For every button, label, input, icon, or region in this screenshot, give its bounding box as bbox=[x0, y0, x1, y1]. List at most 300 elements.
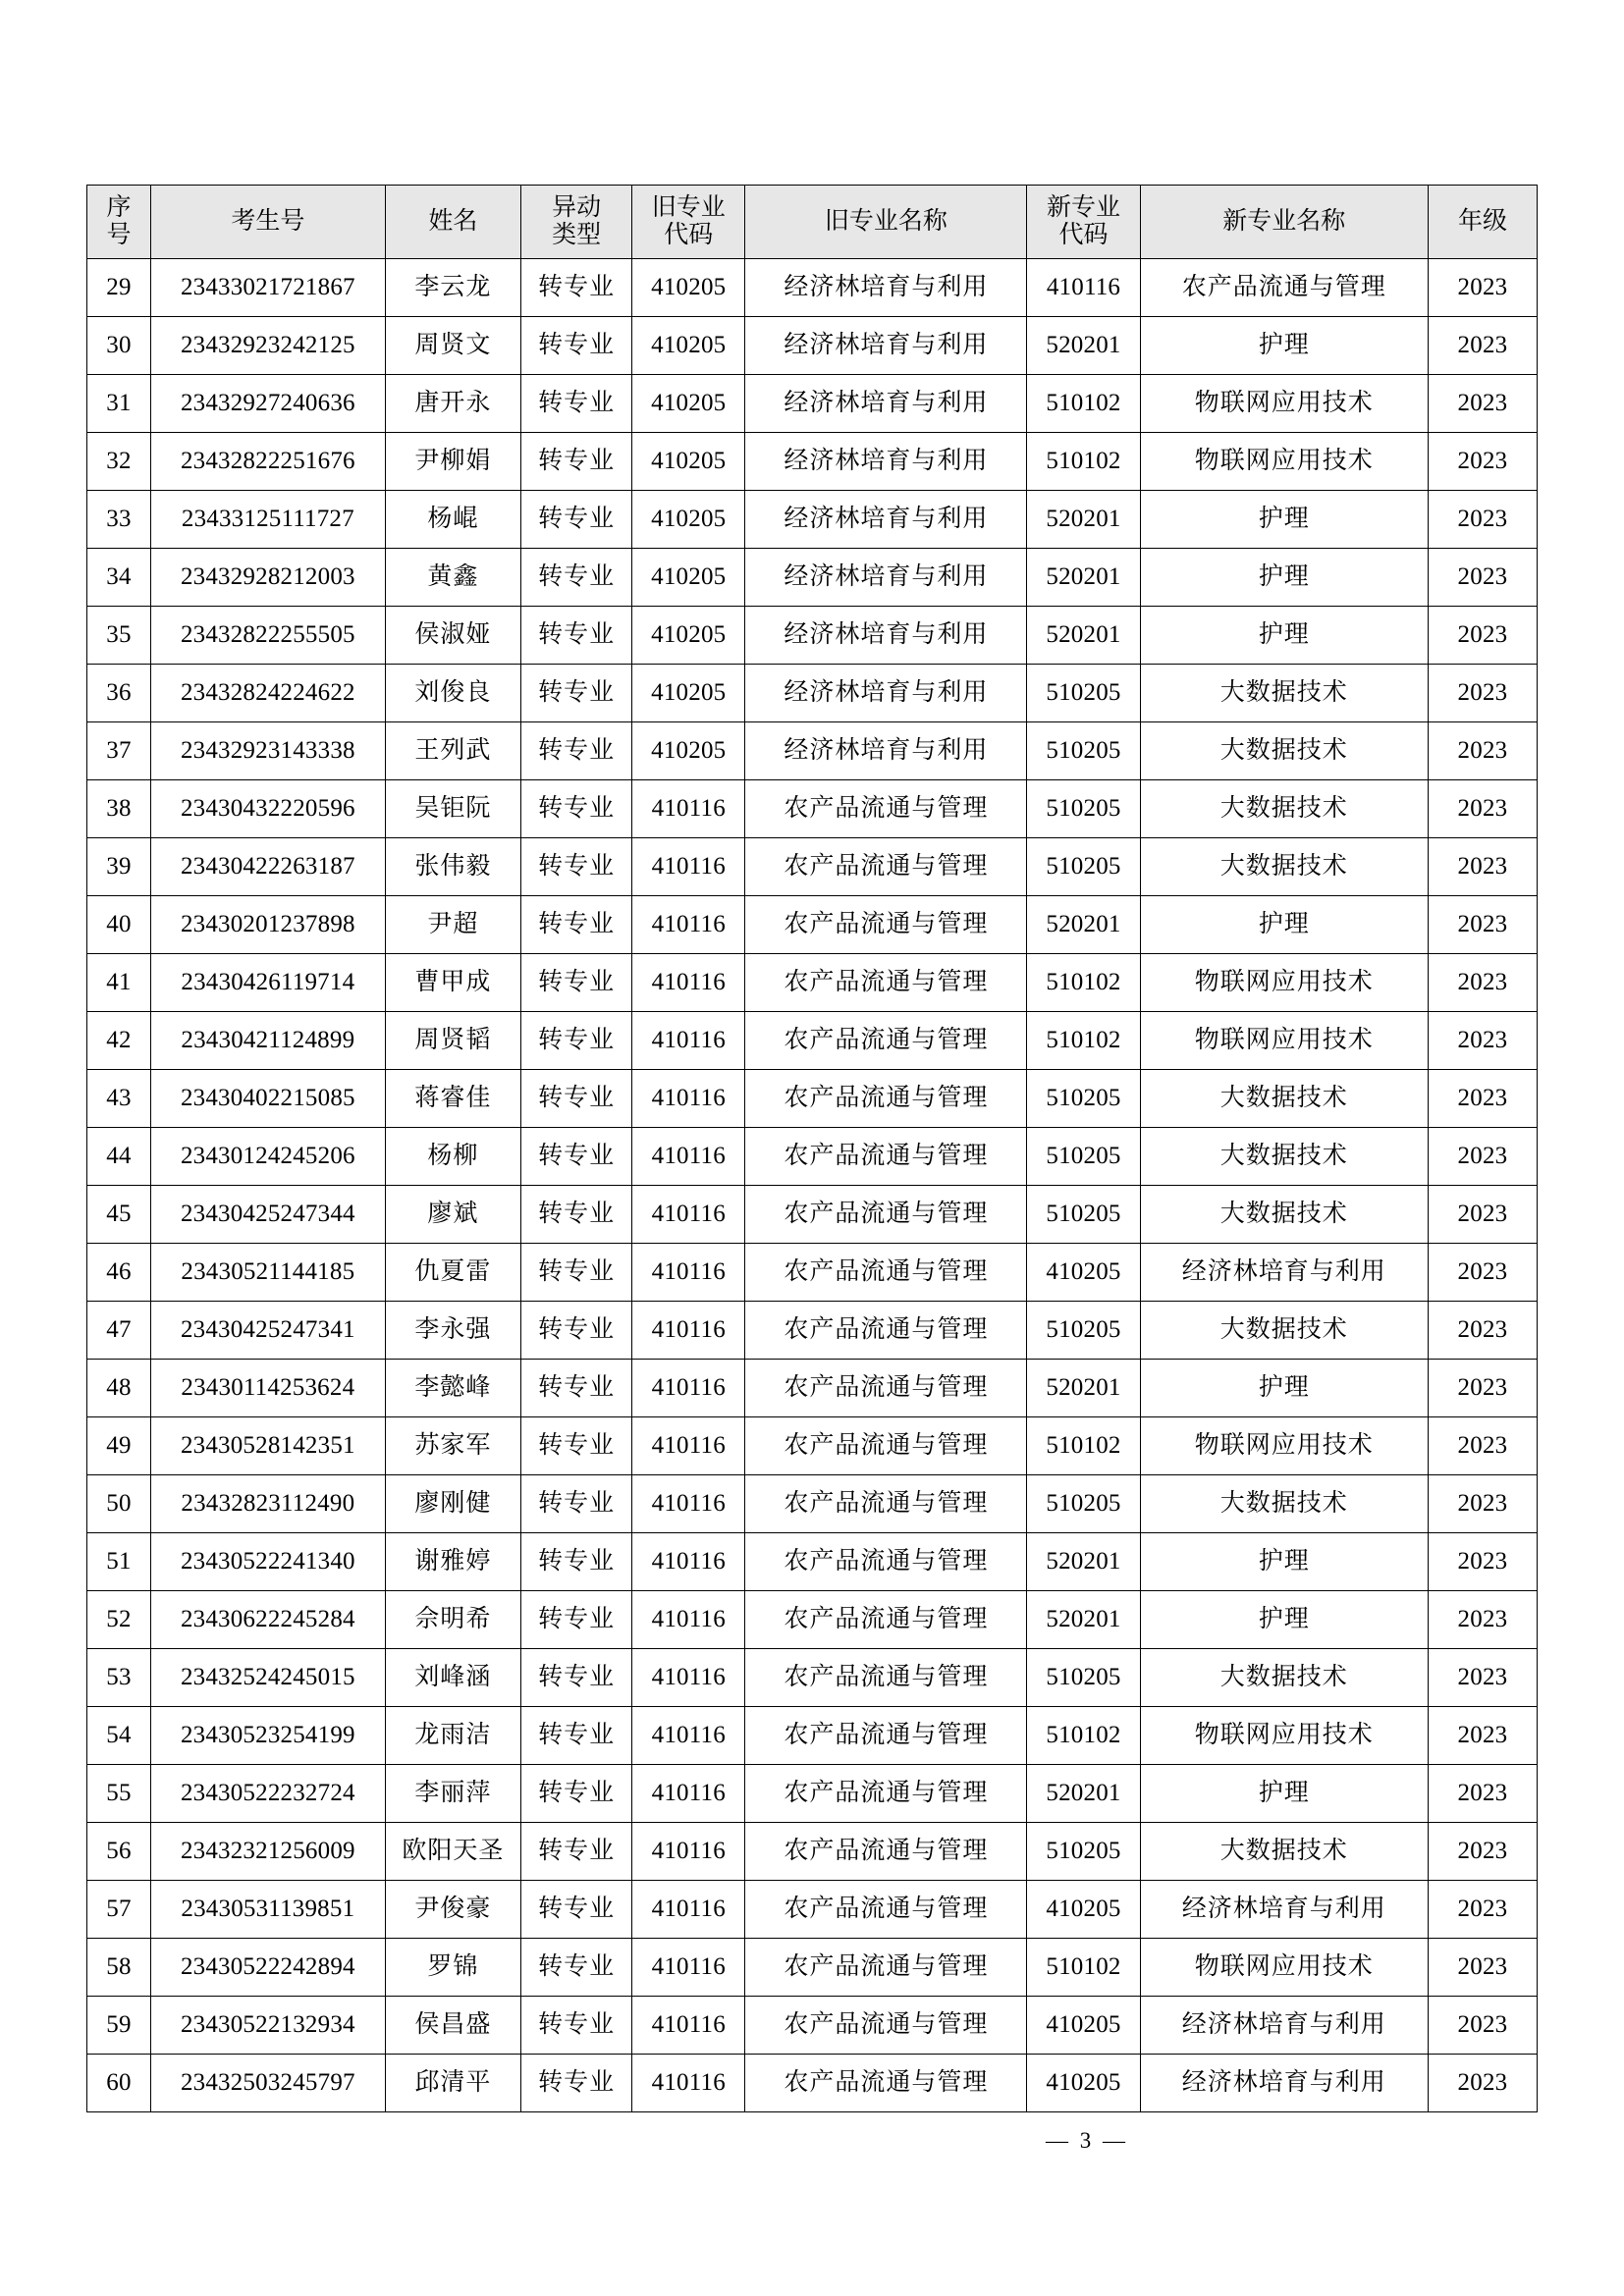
cell-index: 34 bbox=[87, 549, 151, 607]
cell-new_code: 410205 bbox=[1027, 1244, 1140, 1302]
cell-new_major: 物联网应用技术 bbox=[1140, 1012, 1428, 1070]
cell-name: 廖刚健 bbox=[385, 1475, 520, 1533]
cell-name: 侯淑娅 bbox=[385, 607, 520, 665]
cell-exam_no: 23432321256009 bbox=[150, 1823, 385, 1881]
cell-old_major: 农产品流通与管理 bbox=[745, 1939, 1027, 1997]
cell-exam_no: 23432503245797 bbox=[150, 2055, 385, 2112]
cell-change_type: 转专业 bbox=[521, 259, 632, 317]
cell-change_type: 转专业 bbox=[521, 838, 632, 896]
cell-change_type: 转专业 bbox=[521, 317, 632, 375]
cell-index: 58 bbox=[87, 1939, 151, 1997]
cell-old_code: 410116 bbox=[632, 1186, 745, 1244]
cell-grade: 2023 bbox=[1428, 1881, 1537, 1939]
cell-name: 周贤文 bbox=[385, 317, 520, 375]
cell-index: 43 bbox=[87, 1070, 151, 1128]
table-row bbox=[87, 1186, 1538, 1244]
cell-old_major: 农产品流通与管理 bbox=[745, 2055, 1027, 2112]
cell-old_major: 农产品流通与管理 bbox=[745, 1997, 1027, 2055]
cell-index: 38 bbox=[87, 780, 151, 838]
cell-new_major: 大数据技术 bbox=[1140, 722, 1428, 780]
cell-index: 40 bbox=[87, 896, 151, 954]
table-row bbox=[87, 1765, 1538, 1823]
cell-old_major: 农产品流通与管理 bbox=[745, 1649, 1027, 1707]
cell-index: 54 bbox=[87, 1707, 151, 1765]
cell-old_major: 农产品流通与管理 bbox=[745, 1533, 1027, 1591]
cell-name: 龙雨洁 bbox=[385, 1707, 520, 1765]
table-row bbox=[87, 1070, 1538, 1128]
cell-old_major: 农产品流通与管理 bbox=[745, 780, 1027, 838]
table-row bbox=[87, 1939, 1538, 1997]
cell-grade: 2023 bbox=[1428, 375, 1537, 433]
cell-new_code: 510205 bbox=[1027, 665, 1140, 722]
cell-grade: 2023 bbox=[1428, 1360, 1537, 1417]
cell-new_major: 农产品流通与管理 bbox=[1140, 259, 1428, 317]
cell-grade: 2023 bbox=[1428, 1302, 1537, 1360]
cell-old_code: 410116 bbox=[632, 1649, 745, 1707]
cell-index: 32 bbox=[87, 433, 151, 491]
cell-index: 52 bbox=[87, 1591, 151, 1649]
cell-change_type: 转专业 bbox=[521, 1012, 632, 1070]
cell-exam_no: 23430622245284 bbox=[150, 1591, 385, 1649]
cell-name: 尹俊豪 bbox=[385, 1881, 520, 1939]
cell-index: 55 bbox=[87, 1765, 151, 1823]
cell-name: 苏家军 bbox=[385, 1417, 520, 1475]
cell-index: 42 bbox=[87, 1012, 151, 1070]
cell-exam_no: 23430114253624 bbox=[150, 1360, 385, 1417]
cell-change_type: 转专业 bbox=[521, 491, 632, 549]
cell-old_code: 410116 bbox=[632, 1244, 745, 1302]
cell-grade: 2023 bbox=[1428, 433, 1537, 491]
cell-change_type: 转专业 bbox=[521, 1997, 632, 2055]
cell-new_major: 护理 bbox=[1140, 896, 1428, 954]
cell-name: 罗锦 bbox=[385, 1939, 520, 1997]
cell-grade: 2023 bbox=[1428, 1070, 1537, 1128]
cell-change_type: 转专业 bbox=[521, 1823, 632, 1881]
cell-name: 尹超 bbox=[385, 896, 520, 954]
cell-change_type: 转专业 bbox=[521, 1707, 632, 1765]
header-label-line1: 异动 bbox=[552, 194, 602, 221]
cell-new_code: 520201 bbox=[1027, 1360, 1140, 1417]
cell-change_type: 转专业 bbox=[521, 1533, 632, 1591]
cell-new_code: 510205 bbox=[1027, 780, 1140, 838]
cell-new_major: 物联网应用技术 bbox=[1140, 375, 1428, 433]
cell-new_code: 510102 bbox=[1027, 1417, 1140, 1475]
cell-grade: 2023 bbox=[1428, 1765, 1537, 1823]
cell-old_major: 农产品流通与管理 bbox=[745, 1186, 1027, 1244]
cell-new_code: 520201 bbox=[1027, 1591, 1140, 1649]
cell-change_type: 转专业 bbox=[521, 375, 632, 433]
cell-new_code: 510102 bbox=[1027, 1707, 1140, 1765]
cell-new_code: 510102 bbox=[1027, 375, 1140, 433]
cell-name: 吴钜阮 bbox=[385, 780, 520, 838]
cell-old_major: 农产品流通与管理 bbox=[745, 1881, 1027, 1939]
cell-exam_no: 23432928212003 bbox=[150, 549, 385, 607]
cell-index: 53 bbox=[87, 1649, 151, 1707]
cell-new_major: 护理 bbox=[1140, 549, 1428, 607]
cell-old_major: 农产品流通与管理 bbox=[745, 1417, 1027, 1475]
cell-exam_no: 23430201237898 bbox=[150, 896, 385, 954]
cell-new_code: 510205 bbox=[1027, 1070, 1140, 1128]
table-row bbox=[87, 607, 1538, 665]
cell-new_major: 护理 bbox=[1140, 1765, 1428, 1823]
cell-new_code: 520201 bbox=[1027, 317, 1140, 375]
cell-index: 31 bbox=[87, 375, 151, 433]
cell-index: 39 bbox=[87, 838, 151, 896]
cell-old_major: 经济林培育与利用 bbox=[745, 317, 1027, 375]
cell-grade: 2023 bbox=[1428, 1128, 1537, 1186]
cell-new_code: 510205 bbox=[1027, 722, 1140, 780]
cell-grade: 2023 bbox=[1428, 1417, 1537, 1475]
cell-name: 廖斌 bbox=[385, 1186, 520, 1244]
cell-grade: 2023 bbox=[1428, 896, 1537, 954]
cell-grade: 2023 bbox=[1428, 1823, 1537, 1881]
cell-new_code: 410205 bbox=[1027, 1881, 1140, 1939]
cell-new_code: 520201 bbox=[1027, 549, 1140, 607]
cell-old_code: 410116 bbox=[632, 1070, 745, 1128]
cell-name: 蒋睿佳 bbox=[385, 1070, 520, 1128]
cell-new_code: 510205 bbox=[1027, 1186, 1140, 1244]
table-row bbox=[87, 491, 1538, 549]
cell-old_major: 农产品流通与管理 bbox=[745, 1012, 1027, 1070]
cell-grade: 2023 bbox=[1428, 1939, 1537, 1997]
cell-name: 侯昌盛 bbox=[385, 1997, 520, 2055]
cell-exam_no: 23432923242125 bbox=[150, 317, 385, 375]
cell-grade: 2023 bbox=[1428, 1244, 1537, 1302]
cell-old_code: 410205 bbox=[632, 722, 745, 780]
cell-name: 欧阳天圣 bbox=[385, 1823, 520, 1881]
header-label-line1: 序 bbox=[106, 194, 132, 221]
cell-exam_no: 23430421124899 bbox=[150, 1012, 385, 1070]
cell-name: 李懿峰 bbox=[385, 1360, 520, 1417]
cell-new_major: 护理 bbox=[1140, 1591, 1428, 1649]
cell-exam_no: 23430522241340 bbox=[150, 1533, 385, 1591]
cell-change_type: 转专业 bbox=[521, 433, 632, 491]
cell-old_major: 农产品流通与管理 bbox=[745, 1823, 1027, 1881]
table-row bbox=[87, 1475, 1538, 1533]
table-row bbox=[87, 838, 1538, 896]
table-row bbox=[87, 1997, 1538, 2055]
cell-name: 唐开永 bbox=[385, 375, 520, 433]
cell-old_code: 410116 bbox=[632, 1012, 745, 1070]
cell-new_major: 大数据技术 bbox=[1140, 665, 1428, 722]
cell-index: 56 bbox=[87, 1823, 151, 1881]
cell-name: 尹柳娟 bbox=[385, 433, 520, 491]
cell-name: 李云龙 bbox=[385, 259, 520, 317]
cell-index: 60 bbox=[87, 2055, 151, 2112]
cell-new_major: 大数据技术 bbox=[1140, 1070, 1428, 1128]
cell-change_type: 转专业 bbox=[521, 1649, 632, 1707]
cell-exam_no: 23432927240636 bbox=[150, 375, 385, 433]
cell-change_type: 转专业 bbox=[521, 896, 632, 954]
cell-exam_no: 23430522132934 bbox=[150, 1997, 385, 2055]
cell-name: 刘峰涵 bbox=[385, 1649, 520, 1707]
cell-new_code: 510205 bbox=[1027, 1649, 1140, 1707]
cell-old_code: 410205 bbox=[632, 549, 745, 607]
cell-new_code: 520201 bbox=[1027, 491, 1140, 549]
cell-new_major: 大数据技术 bbox=[1140, 1649, 1428, 1707]
cell-old_major: 经济林培育与利用 bbox=[745, 665, 1027, 722]
cell-old_code: 410116 bbox=[632, 1939, 745, 1997]
cell-grade: 2023 bbox=[1428, 549, 1537, 607]
cell-old_code: 410116 bbox=[632, 954, 745, 1012]
cell-index: 29 bbox=[87, 259, 151, 317]
column-name-header: 姓名 bbox=[385, 186, 520, 259]
cell-name: 黄鑫 bbox=[385, 549, 520, 607]
cell-index: 50 bbox=[87, 1475, 151, 1533]
column-change-type-header bbox=[521, 186, 632, 259]
cell-exam_no: 23430422263187 bbox=[150, 838, 385, 896]
cell-old_major: 经济林培育与利用 bbox=[745, 722, 1027, 780]
cell-new_major: 经济林培育与利用 bbox=[1140, 1244, 1428, 1302]
column-grade-header: 年级 bbox=[1428, 186, 1537, 259]
cell-old_code: 410205 bbox=[632, 607, 745, 665]
cell-new_code: 510102 bbox=[1027, 1012, 1140, 1070]
cell-grade: 2023 bbox=[1428, 491, 1537, 549]
cell-old_code: 410116 bbox=[632, 1417, 745, 1475]
cell-exam_no: 23430432220596 bbox=[150, 780, 385, 838]
cell-grade: 2023 bbox=[1428, 1707, 1537, 1765]
cell-exam_no: 23432524245015 bbox=[150, 1649, 385, 1707]
page-footer bbox=[0, 2128, 1624, 2154]
cell-old_code: 410116 bbox=[632, 780, 745, 838]
cell-exam_no: 23430425247341 bbox=[150, 1302, 385, 1360]
cell-grade: 2023 bbox=[1428, 1997, 1537, 2055]
cell-old_code: 410116 bbox=[632, 1360, 745, 1417]
cell-old_code: 410116 bbox=[632, 1765, 745, 1823]
cell-index: 41 bbox=[87, 954, 151, 1012]
table-body bbox=[87, 259, 1538, 2112]
cell-new_code: 410205 bbox=[1027, 1997, 1140, 2055]
table-row bbox=[87, 896, 1538, 954]
table-row bbox=[87, 433, 1538, 491]
cell-index: 33 bbox=[87, 491, 151, 549]
cell-exam_no: 23432823112490 bbox=[150, 1475, 385, 1533]
cell-new_major: 物联网应用技术 bbox=[1140, 1939, 1428, 1997]
cell-exam_no: 23430522242894 bbox=[150, 1939, 385, 1997]
cell-exam_no: 23433125111727 bbox=[150, 491, 385, 549]
cell-grade: 2023 bbox=[1428, 607, 1537, 665]
cell-new_code: 510205 bbox=[1027, 1128, 1140, 1186]
table-row bbox=[87, 1302, 1538, 1360]
table-row bbox=[87, 259, 1538, 317]
cell-new_code: 520201 bbox=[1027, 1765, 1140, 1823]
column-old-major-code-header bbox=[632, 186, 745, 259]
cell-grade: 2023 bbox=[1428, 1591, 1537, 1649]
cell-old_major: 经济林培育与利用 bbox=[745, 549, 1027, 607]
cell-grade: 2023 bbox=[1428, 1012, 1537, 1070]
cell-old_major: 农产品流通与管理 bbox=[745, 954, 1027, 1012]
cell-new_code: 510205 bbox=[1027, 1302, 1140, 1360]
table-row bbox=[87, 1012, 1538, 1070]
cell-change_type: 转专业 bbox=[521, 1070, 632, 1128]
cell-index: 59 bbox=[87, 1997, 151, 2055]
cell-name: 张伟毅 bbox=[385, 838, 520, 896]
cell-new_major: 物联网应用技术 bbox=[1140, 433, 1428, 491]
cell-new_code: 410205 bbox=[1027, 2055, 1140, 2112]
table-row bbox=[87, 1128, 1538, 1186]
cell-grade: 2023 bbox=[1428, 722, 1537, 780]
cell-change_type: 转专业 bbox=[521, 1128, 632, 1186]
cell-new_major: 大数据技术 bbox=[1140, 1128, 1428, 1186]
cell-name: 李永强 bbox=[385, 1302, 520, 1360]
cell-new_major: 大数据技术 bbox=[1140, 1302, 1428, 1360]
cell-grade: 2023 bbox=[1428, 1649, 1537, 1707]
cell-old_major: 农产品流通与管理 bbox=[745, 1360, 1027, 1417]
cell-new_code: 510205 bbox=[1027, 1823, 1140, 1881]
cell-old_code: 410116 bbox=[632, 1997, 745, 2055]
cell-new_major: 护理 bbox=[1140, 607, 1428, 665]
table-row bbox=[87, 1823, 1538, 1881]
cell-new_code: 410116 bbox=[1027, 259, 1140, 317]
cell-change_type: 转专业 bbox=[521, 1244, 632, 1302]
cell-change_type: 转专业 bbox=[521, 1417, 632, 1475]
table-row bbox=[87, 317, 1538, 375]
cell-old_major: 经济林培育与利用 bbox=[745, 375, 1027, 433]
cell-index: 47 bbox=[87, 1302, 151, 1360]
cell-change_type: 转专业 bbox=[521, 1765, 632, 1823]
cell-index: 44 bbox=[87, 1128, 151, 1186]
column-old-major-name-header: 旧专业名称 bbox=[745, 186, 1027, 259]
cell-exam_no: 23432822255505 bbox=[150, 607, 385, 665]
cell-index: 49 bbox=[87, 1417, 151, 1475]
cell-new_major: 大数据技术 bbox=[1140, 1823, 1428, 1881]
table-row bbox=[87, 2055, 1538, 2112]
page-number: — 3 — bbox=[1046, 2128, 1128, 2153]
header-label-line2: 类型 bbox=[552, 222, 602, 248]
table-row bbox=[87, 1649, 1538, 1707]
cell-index: 48 bbox=[87, 1360, 151, 1417]
cell-old_code: 410116 bbox=[632, 2055, 745, 2112]
cell-old_code: 410205 bbox=[632, 433, 745, 491]
cell-exam_no: 23430425247344 bbox=[150, 1186, 385, 1244]
cell-name: 曹甲成 bbox=[385, 954, 520, 1012]
cell-change_type: 转专业 bbox=[521, 1186, 632, 1244]
cell-new_major: 大数据技术 bbox=[1140, 780, 1428, 838]
cell-old_code: 410116 bbox=[632, 838, 745, 896]
cell-new_major: 护理 bbox=[1140, 1360, 1428, 1417]
table-row bbox=[87, 780, 1538, 838]
cell-grade: 2023 bbox=[1428, 1533, 1537, 1591]
cell-exam_no: 23430531139851 bbox=[150, 1881, 385, 1939]
cell-new_code: 510102 bbox=[1027, 954, 1140, 1012]
cell-new_major: 护理 bbox=[1140, 317, 1428, 375]
cell-old_code: 410205 bbox=[632, 375, 745, 433]
cell-grade: 2023 bbox=[1428, 665, 1537, 722]
cell-new_major: 经济林培育与利用 bbox=[1140, 1997, 1428, 2055]
cell-change_type: 转专业 bbox=[521, 1360, 632, 1417]
roster-table-container bbox=[86, 185, 1538, 2112]
cell-new_major: 经济林培育与利用 bbox=[1140, 1881, 1428, 1939]
cell-index: 30 bbox=[87, 317, 151, 375]
header-label-line1: 旧专业 bbox=[651, 194, 726, 221]
table-row bbox=[87, 1360, 1538, 1417]
table-header bbox=[87, 186, 1538, 259]
cell-exam_no: 23430522232724 bbox=[150, 1765, 385, 1823]
cell-old_code: 410116 bbox=[632, 896, 745, 954]
column-exam-number-header: 考生号 bbox=[150, 186, 385, 259]
cell-exam_no: 23430426119714 bbox=[150, 954, 385, 1012]
cell-exam_no: 23430528142351 bbox=[150, 1417, 385, 1475]
cell-name: 邱清平 bbox=[385, 2055, 520, 2112]
cell-new_major: 物联网应用技术 bbox=[1140, 1707, 1428, 1765]
cell-change_type: 转专业 bbox=[521, 1475, 632, 1533]
cell-old_code: 410205 bbox=[632, 317, 745, 375]
cell-name: 杨崐 bbox=[385, 491, 520, 549]
cell-new_major: 护理 bbox=[1140, 491, 1428, 549]
header-label-line2: 代码 bbox=[1058, 222, 1109, 248]
cell-grade: 2023 bbox=[1428, 317, 1537, 375]
cell-change_type: 转专业 bbox=[521, 1591, 632, 1649]
cell-grade: 2023 bbox=[1428, 954, 1537, 1012]
cell-new_code: 520201 bbox=[1027, 1533, 1140, 1591]
table-row bbox=[87, 1244, 1538, 1302]
cell-grade: 2023 bbox=[1428, 1475, 1537, 1533]
cell-new_major: 护理 bbox=[1140, 1533, 1428, 1591]
cell-new_code: 520201 bbox=[1027, 607, 1140, 665]
cell-name: 李丽萍 bbox=[385, 1765, 520, 1823]
cell-new_major: 物联网应用技术 bbox=[1140, 954, 1428, 1012]
cell-change_type: 转专业 bbox=[521, 954, 632, 1012]
cell-old_code: 410116 bbox=[632, 1533, 745, 1591]
cell-change_type: 转专业 bbox=[521, 722, 632, 780]
cell-exam_no: 23432923143338 bbox=[150, 722, 385, 780]
cell-old_major: 农产品流通与管理 bbox=[745, 1302, 1027, 1360]
cell-old_major: 农产品流通与管理 bbox=[745, 1707, 1027, 1765]
cell-name: 仇夏雷 bbox=[385, 1244, 520, 1302]
cell-old_major: 经济林培育与利用 bbox=[745, 607, 1027, 665]
cell-change_type: 转专业 bbox=[521, 1302, 632, 1360]
header-label-line1: 新专业 bbox=[1046, 194, 1120, 221]
table-row bbox=[87, 722, 1538, 780]
cell-old_major: 农产品流通与管理 bbox=[745, 838, 1027, 896]
cell-old_major: 经济林培育与利用 bbox=[745, 259, 1027, 317]
cell-old_code: 410116 bbox=[632, 1881, 745, 1939]
cell-name: 佘明希 bbox=[385, 1591, 520, 1649]
cell-index: 45 bbox=[87, 1186, 151, 1244]
table-row bbox=[87, 954, 1538, 1012]
column-index-header bbox=[87, 186, 151, 259]
cell-new_code: 520201 bbox=[1027, 896, 1140, 954]
cell-grade: 2023 bbox=[1428, 2055, 1537, 2112]
cell-grade: 2023 bbox=[1428, 838, 1537, 896]
cell-name: 谢雅婷 bbox=[385, 1533, 520, 1591]
cell-index: 57 bbox=[87, 1881, 151, 1939]
cell-old_code: 410116 bbox=[632, 1128, 745, 1186]
cell-index: 35 bbox=[87, 607, 151, 665]
cell-old_major: 农产品流通与管理 bbox=[745, 1128, 1027, 1186]
cell-change_type: 转专业 bbox=[521, 780, 632, 838]
cell-change_type: 转专业 bbox=[521, 665, 632, 722]
cell-exam_no: 23430402215085 bbox=[150, 1070, 385, 1128]
cell-change_type: 转专业 bbox=[521, 1939, 632, 1997]
cell-grade: 2023 bbox=[1428, 780, 1537, 838]
cell-index: 37 bbox=[87, 722, 151, 780]
cell-change_type: 转专业 bbox=[521, 2055, 632, 2112]
cell-exam_no: 23430521144185 bbox=[150, 1244, 385, 1302]
cell-new_major: 大数据技术 bbox=[1140, 1186, 1428, 1244]
cell-old_code: 410205 bbox=[632, 259, 745, 317]
cell-old_code: 410205 bbox=[632, 491, 745, 549]
cell-name: 刘俊良 bbox=[385, 665, 520, 722]
cell-change_type: 转专业 bbox=[521, 1881, 632, 1939]
cell-new_code: 510205 bbox=[1027, 838, 1140, 896]
cell-grade: 2023 bbox=[1428, 259, 1537, 317]
cell-old_major: 农产品流通与管理 bbox=[745, 1070, 1027, 1128]
cell-grade: 2023 bbox=[1428, 1186, 1537, 1244]
table-row bbox=[87, 375, 1538, 433]
table-row bbox=[87, 1707, 1538, 1765]
cell-old_major: 农产品流通与管理 bbox=[745, 1244, 1027, 1302]
